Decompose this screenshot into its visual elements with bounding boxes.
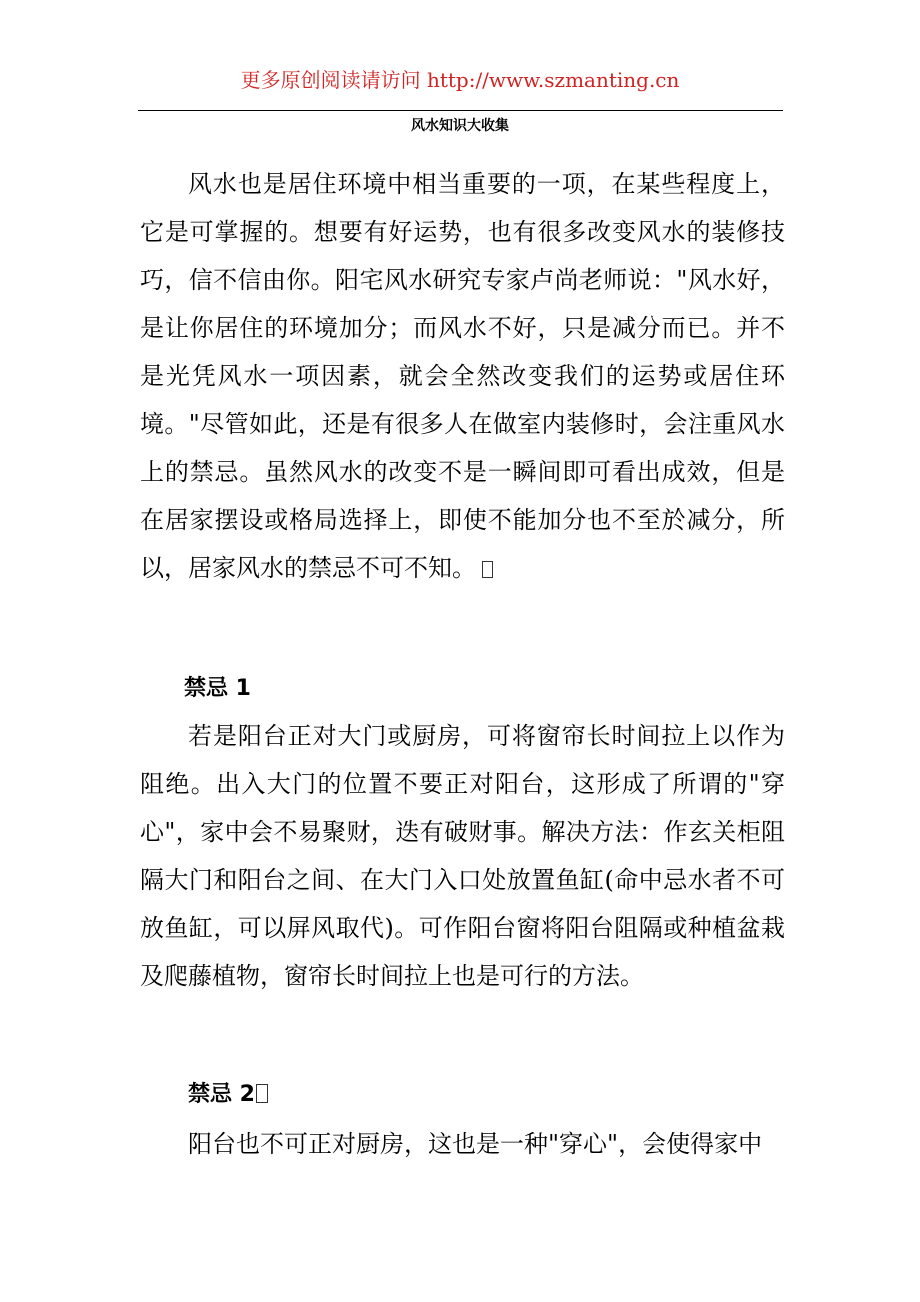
section-paragraph-2: 阳台也不可正对厨房，这也是一种"穿心"，会使得家中: [188, 1130, 763, 1158]
header-link[interactable]: 更多原创阅读请访问 http://www.szmanting.cn: [240, 68, 680, 92]
intro-paragraph: [140, 160, 785, 592]
section-heading-2-text: 禁忌 2: [188, 1082, 255, 1107]
placeholder-box-icon: [482, 561, 493, 578]
intro-text: 风水也是居住环境中相当重要的一项，在某些程度上，它是可掌握的。想要有好运势，也有很多改变风水的装修技巧，信不信由你。阳宅风水研究专家卢尚老师说："风水好，是让你居住的环境加分；而风水不好，只是减分而已。并不是光凭风水一项因素，就会全然改变我们的运势或居住环境。"尽管如此，还是有很多人在做室内装修时，会注重风水上的禁忌。虽然风水的改变不是一瞬间即可看出成效，但是在居家摆设或格局选择上，即使不能加分也不至於减分，所以，居家风水的禁忌不可不知。: [140, 170, 785, 582]
section-heading-2: [188, 1079, 268, 1111]
document-title: 风水知识大收集: [411, 118, 509, 134]
header-divider: [138, 110, 783, 111]
section-heading-1: 禁忌 1: [184, 676, 251, 701]
placeholder-box-icon: [256, 1084, 268, 1103]
section-paragraph-1: 若是阳台正对大门或厨房，可将窗帘长时间拉上以作为阻绝。出入大门的位置不要正对阳台，这形成了所谓的"穿心"，家中会不易聚财，迭有破财事。解决方法：作玄关柜阻隔大门和阳台之间、在大门入口处放置鱼缸(命中忌水者不可放鱼缸，可以屏风取代)。可作阳台窗将阳台阻隔或种植盆栽及爬藤植物，窗帘长时间拉上也是可行的方法。: [140, 722, 785, 990]
